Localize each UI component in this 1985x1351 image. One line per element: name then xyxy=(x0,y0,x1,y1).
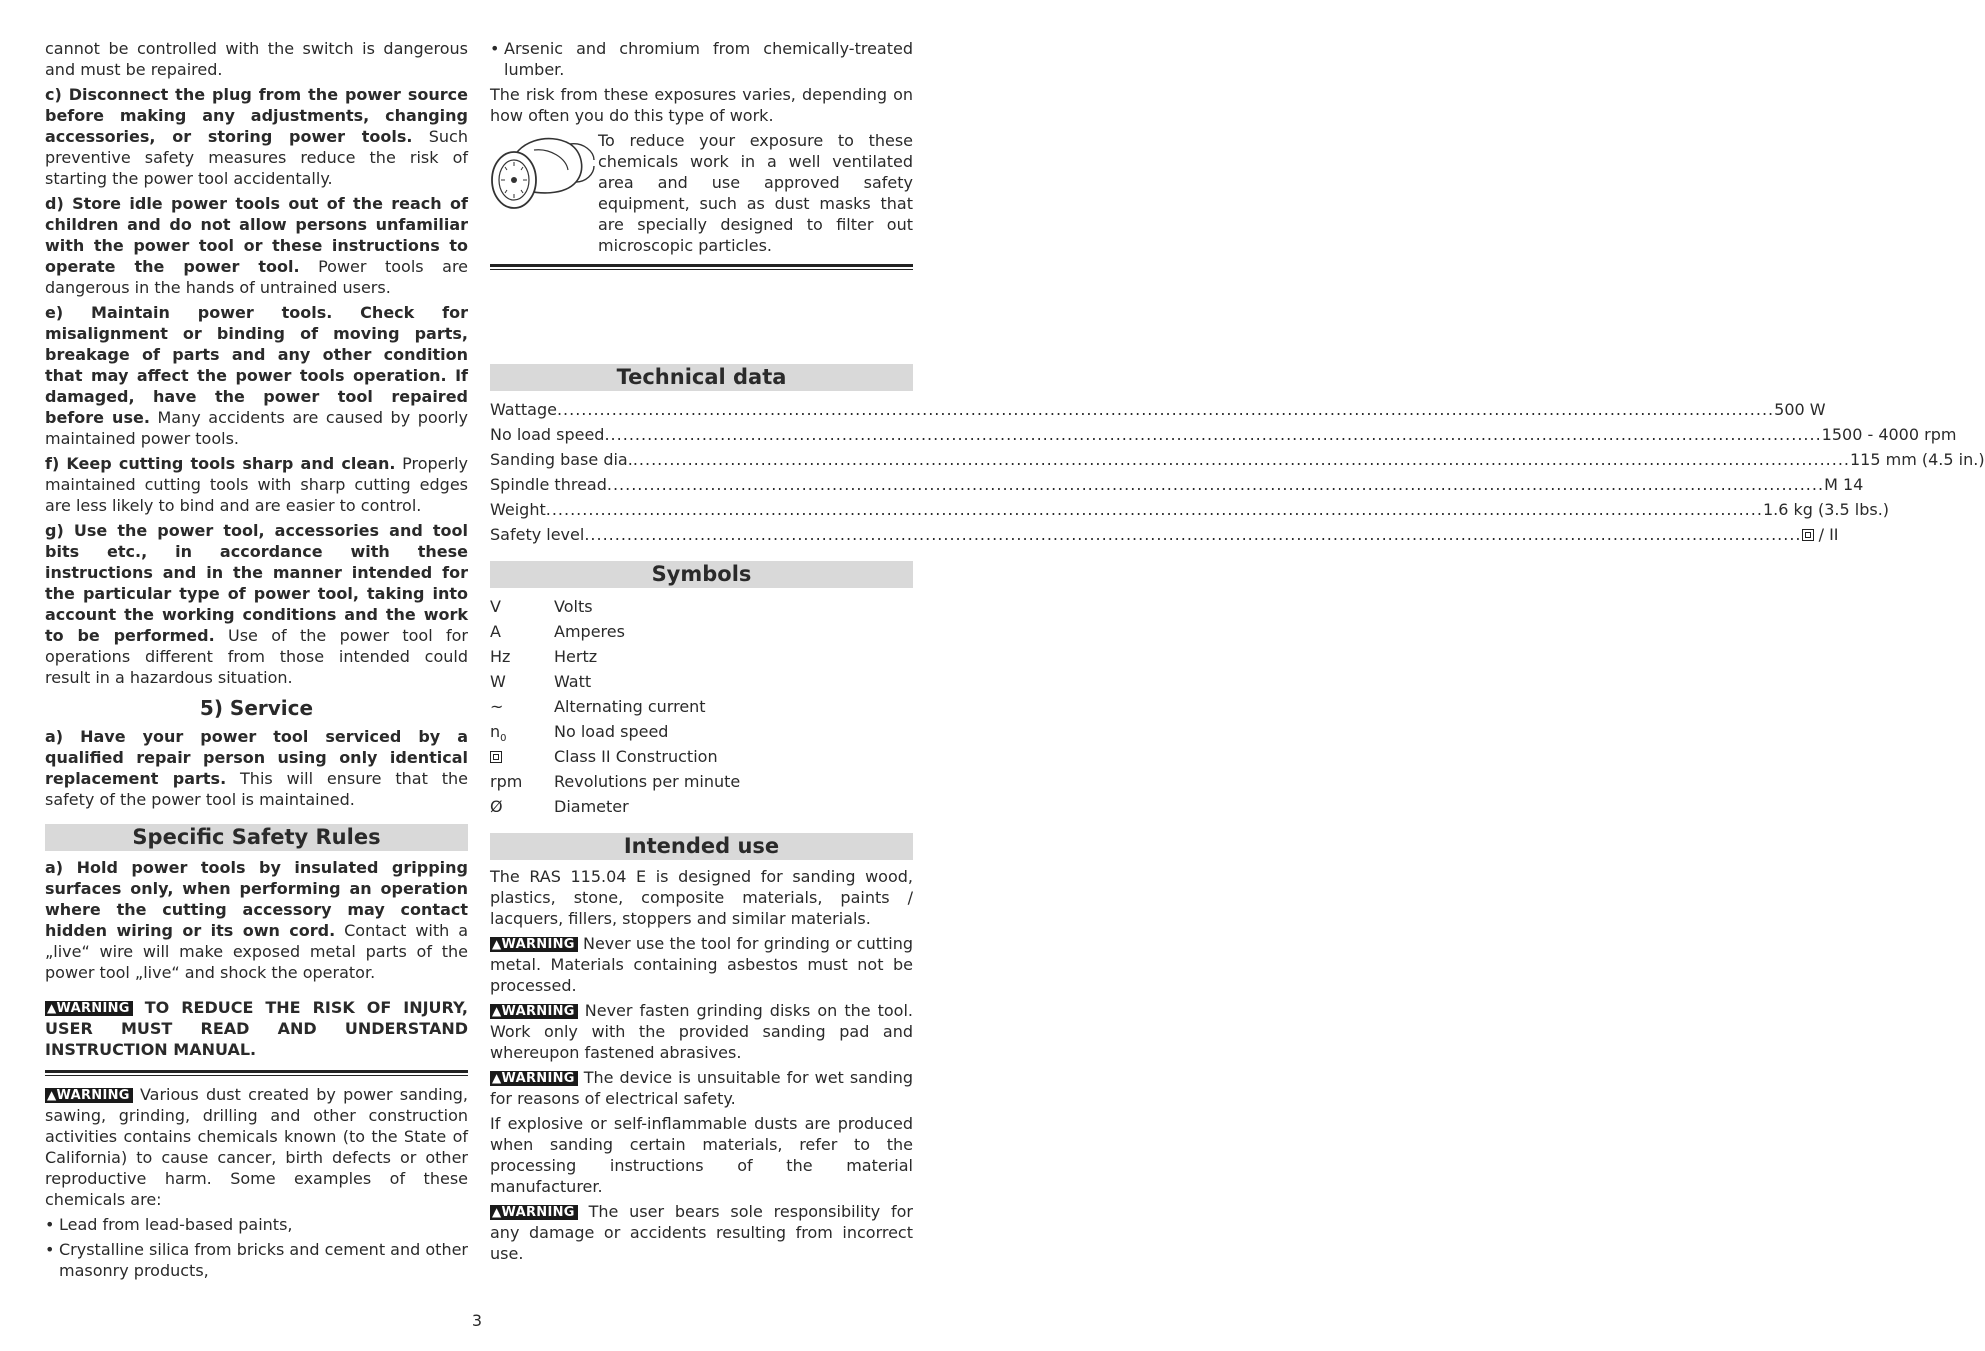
spec-label: Wattage xyxy=(490,400,557,419)
spec-value: M 14 xyxy=(1824,475,1864,494)
symbol-description: Amperes xyxy=(554,622,625,641)
warning-triangle-icon: ▲ xyxy=(492,1205,502,1219)
spec-row xyxy=(490,522,1839,547)
spec-label: No load speed xyxy=(490,425,605,444)
intended-use-text: The RAS 115.04 E is designed for sanding wood, plastics, stone, composite materials, paints / lacquers, fillers, stoppers and similar materials. xyxy=(490,867,913,928)
warning-triangle-icon: ▲ xyxy=(492,1004,502,1018)
dust-mask-note xyxy=(490,130,913,256)
class-ii-icon xyxy=(1802,529,1814,541)
spec-value: 500 W xyxy=(1774,400,1826,419)
spec-label: Sanding base dia. xyxy=(490,450,633,469)
warning-grinding-disks: ▲WARNING Never fasten grinding disks on the tool. Work only with the provided sanding pad and whereupon fastened abrasives. xyxy=(490,1001,913,1062)
rule-g: g) Use the power tool, accessories and tool bits etc., in accordance with these instructions and in the manner intended for the particular type of power tool, taking into account the working conditions and the work to be performed. Use of the power tool for operations different from those intended could result in a hazardous situation. xyxy=(45,521,468,687)
spec-label: Weight xyxy=(490,500,546,519)
left-column xyxy=(45,38,468,1285)
symbol-description: Class II Construction xyxy=(554,747,718,766)
dust-mask-text: To reduce your exposure to these chemicals work in a well ventilated area and use approved safety equipment, such as dust masks that are specially designed to filter out microscopic particles. xyxy=(598,131,913,255)
warning-badge: ▲WARNING xyxy=(45,1088,133,1103)
spec-value: 1.6 kg (3.5 lbs.) xyxy=(1762,500,1890,519)
warning-badge: ▲WARNING xyxy=(490,1071,578,1086)
specific-safety-heading: Specific Safety Rules xyxy=(45,824,468,851)
spec-row xyxy=(490,447,1985,472)
symbol-row xyxy=(490,644,913,669)
spec-value: / II xyxy=(1802,522,1839,547)
symbol-description: Alternating current xyxy=(554,697,706,716)
dot-leader: ........................................................................................................................................................................................................ xyxy=(545,500,1763,519)
warning-grinding-metal: ▲WARNING Never use the tool for grinding or cutting metal. Materials containing asbestos must not be processed. xyxy=(490,934,913,995)
dot-leader: ........................................................................................................................................................................................................ xyxy=(584,525,1802,544)
double-rule-divider xyxy=(45,1070,468,1076)
symbols-table xyxy=(490,594,913,819)
symbol: A xyxy=(490,622,501,641)
symbol: rpm xyxy=(490,772,523,791)
class-ii-icon xyxy=(490,751,502,763)
spec-row xyxy=(490,472,1864,497)
symbol-description: No load speed xyxy=(554,722,669,741)
rule-f: f) Keep cutting tools sharp and clean. Properly maintained cutting tools with sharp cutting edges are less likely to bind and are easier to control. xyxy=(45,454,469,515)
spec-row xyxy=(490,397,1826,422)
dust-mask-icon xyxy=(490,130,598,256)
list-item: • Lead from lead-based paints, xyxy=(45,1215,293,1234)
spec-label: Safety level xyxy=(490,525,585,544)
symbol-row xyxy=(490,619,913,644)
warning-dust: ▲WARNING Various dust created by power sanding, sawing, grinding, drilling and other construction activities contains chemicals known (to the State of California) to cause cancer, birth defects or other reproductive harm. Some examples of these chemicals are: xyxy=(45,1085,468,1209)
risk-paragraph: The risk from these exposures varies, depending on how often you do this type of work. xyxy=(490,85,913,125)
symbol-description: Watt xyxy=(554,672,592,691)
symbol-row xyxy=(490,794,913,819)
symbol-description: Volts xyxy=(554,597,593,616)
page-number: 3 xyxy=(471,1311,483,1330)
symbol-row xyxy=(490,769,913,794)
warning-triangle-icon: ▲ xyxy=(47,1001,57,1015)
symbols-heading: Symbols xyxy=(490,561,913,588)
right-column xyxy=(490,38,1985,1268)
warning-responsibility: ▲WARNING The user bears sole responsibility for any damage or accidents resulting from incorrect use. xyxy=(490,1202,913,1263)
spec-label: Spindle thread xyxy=(490,475,607,494)
symbol: Hz xyxy=(490,647,511,666)
dot-leader: ........................................................................................................................................................................................................ xyxy=(604,425,1822,444)
symbol-description: Diameter xyxy=(554,797,629,816)
service-heading: 5) Service xyxy=(199,696,314,720)
symbol-description: Hertz xyxy=(554,647,598,666)
service-rule-a: a) Have your power tool serviced by a qualified repair person using only identical replacement parts. This will ensure that the safety of the power tool is maintained. xyxy=(45,727,468,809)
symbol-description: Revolutions per minute xyxy=(554,772,741,791)
symbol: $n_0$ xyxy=(490,722,507,745)
warning-badge: ▲WARNING xyxy=(490,937,578,952)
symbol: V xyxy=(490,597,501,616)
symbol: ~ xyxy=(490,697,504,716)
symbol xyxy=(490,744,554,769)
intended-use-heading: Intended use xyxy=(490,833,913,860)
specific-rule-a: a) Hold power tools by insulated gripping surfaces only, when performing an operation where the cutting accessory may contact hidden wiring or its own cord. Contact with a „live“ wire will make exposed metal parts of the power tool „live“ and shock the operator. xyxy=(45,858,468,982)
spacer xyxy=(490,278,913,364)
list-item: • Crystalline silica from bricks and cement and other masonry products, xyxy=(45,1240,468,1280)
symbol-row xyxy=(490,669,913,694)
explosive-dust-text: If explosive or self-inflammable dusts are produced when sanding certain materials, refer to the processing instructions of the material manufacturer. xyxy=(490,1114,913,1196)
paragraph-switch: cannot be controlled with the switch is dangerous and must be repaired. xyxy=(45,39,468,79)
spec-table xyxy=(490,397,1985,547)
symbol: W xyxy=(490,672,506,691)
spec-value: 115 mm (4.5 in.) xyxy=(1850,450,1985,469)
symbol-row xyxy=(490,594,913,619)
dot-leader: ........................................................................................................................................................................................................ xyxy=(556,400,1775,419)
technical-data-heading: Technical data xyxy=(490,364,913,391)
spec-row xyxy=(490,497,1890,522)
warning-triangle-icon: ▲ xyxy=(47,1088,57,1102)
warning-triangle-icon: ▲ xyxy=(492,937,502,951)
warning-badge: ▲WARNING xyxy=(490,1004,578,1019)
list-item: • Arsenic and chromium from chemically-treated lumber. xyxy=(490,39,913,79)
symbol-row xyxy=(490,694,913,719)
dot-leader: ........................................................................................................................................................................................................ xyxy=(606,475,1825,494)
spec-value: 1500 - 4000 rpm xyxy=(1821,425,1957,444)
double-rule-divider xyxy=(490,264,913,270)
symbol-row xyxy=(490,744,913,769)
symbol-row xyxy=(490,719,913,744)
rule-c: c) Disconnect the plug from the power source before making any adjustments, changing accessories, or storing power tools. Such preventive safety measures reduce the risk of starting the power tool accidentally. xyxy=(45,85,468,188)
rule-d: d) Store idle power tools out of the reach of children and do not allow persons unfamiliar with the power tool or these instructions to operate the power tool. Power tools are dangerous in the hands of untrained users. xyxy=(45,194,469,297)
symbol: Ø xyxy=(490,797,503,816)
rule-e: e) Maintain power tools. Check for misalignment or binding of moving parts, breakage of parts and any other condition that may affect the power tools operation. If damaged, have the power tool repaired before use. Many accidents are caused by poorly maintained power tools. xyxy=(45,303,468,448)
warning-read-manual: ▲WARNING TO REDUCE THE RISK OF INJURY, USER MUST READ AND UNDERSTAND INSTRUCTION MANUAL. xyxy=(45,998,468,1059)
spec-row xyxy=(490,422,1957,447)
warning-badge: ▲WARNING xyxy=(45,1001,133,1016)
warning-triangle-icon: ▲ xyxy=(492,1071,502,1085)
warning-badge: ▲WARNING xyxy=(490,1205,578,1220)
warning-wet-sanding: ▲WARNING The device is unsuitable for wet sanding for reasons of electrical safety. xyxy=(490,1068,913,1108)
dot-leader: ........................................................................................................................................................................................................ xyxy=(632,450,1850,469)
